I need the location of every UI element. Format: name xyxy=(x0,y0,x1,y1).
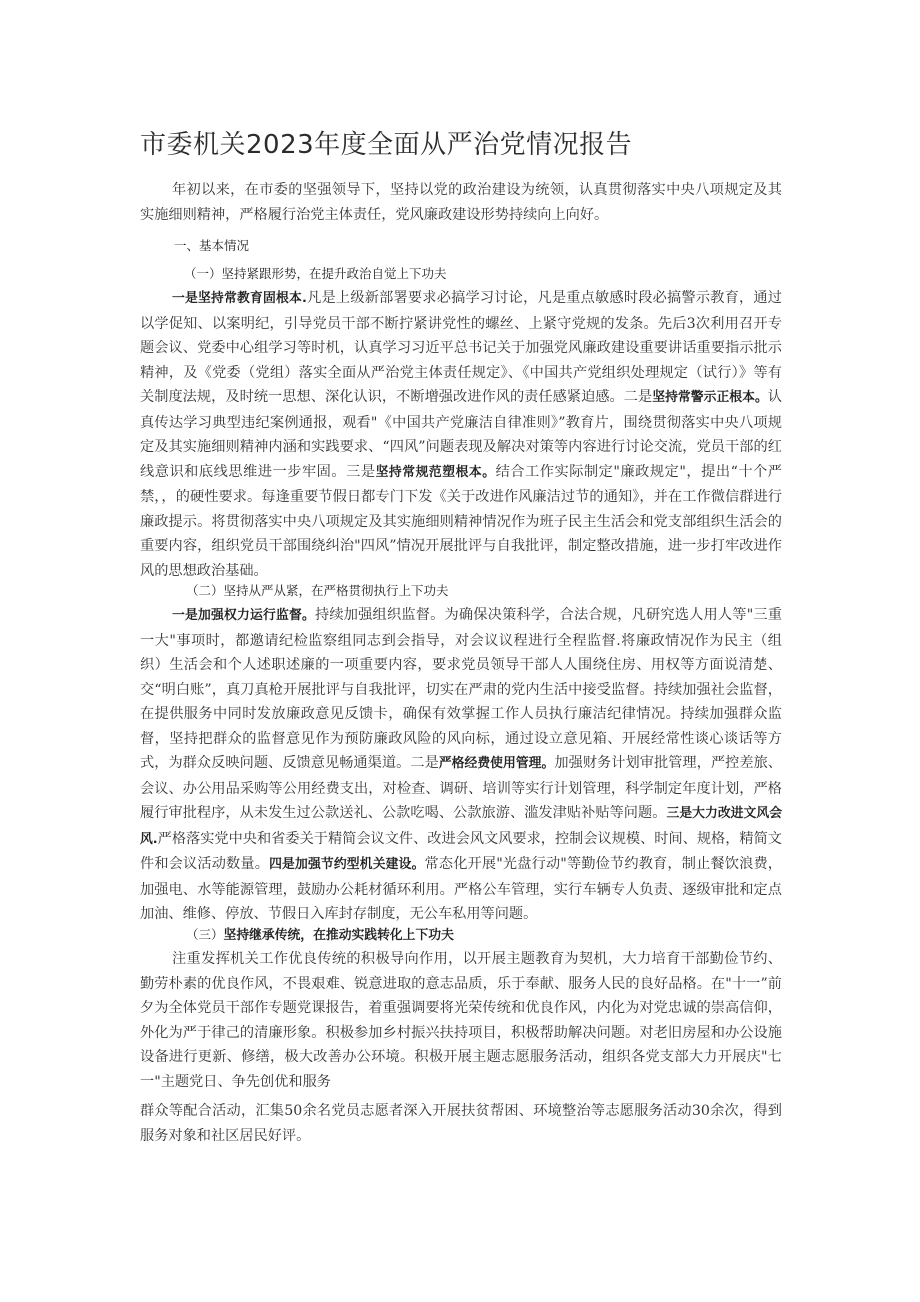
paragraph-text: 严格落实党中央和省委关于精简会议文件、改进会风文风要求，控制会议规模、时间、规格，精简文件和会议活动数量。 xyxy=(140,830,782,872)
document-title: 市委机关2023年度全面从严治党情况报告 xyxy=(140,130,633,160)
subsection-1-paragraph xyxy=(140,286,782,583)
intro-paragraph: 年初以来，在市委的坚强领导下，坚持以党的政治建设为统领，认真贯彻落实中央八项规定及其实施细则精神，严格履行治党主体责任，党风廉政建设形势持续向上向好。 xyxy=(140,182,782,223)
paragraph-text: 常态化开展"光盘行动"等勤俭节约教育，制止餐饮浪费，加强电、水等能源管理，鼓励办公耗材循环利用。严格公车管理，实行车辆专人负责、逐级审批和定点加油、维修、停放、节假日入库封存制度，无公车私用等问题。 xyxy=(140,856,782,922)
bold-lead-3: 三是大力改进文风会风. xyxy=(140,806,782,847)
subsection-3-paragraph: 注重发挥机关工作优良传统的积极导向作用，以开展主题教育为契机，大力培育干部勤俭节约、勤劳朴素的优良作风，不畏艰难、锐意进取的意志品质，乐于奉献、服务人民的良好品格。在"十一”前夕为全体党员干部作专题党课报告，着重强调要将光荣传统和优良作风，内化为对党忠诚的崇高信仰，外化为严于律己的清廉形象。积极参加乡村振兴扶持项目，积极帮助解决问题。对老旧房屋和办公设施设备进行更新、修缮，极大改善办公环境。积极开展主题志愿服务活动，组织各党支部大力开展庆"七一"主题党日、争先创优和服务 xyxy=(140,951,782,1090)
paragraph-text: 结合工作实际制定"廉政规定"，提出“十个严禁，，的硬性要求。每逢重要节假日都专门下发《关于改进作风廉洁过节的通知》，并在工作微信群进行廉政提示。将贯彻落实中央八项规定及其实施细则精神情况作为班子民主生活会和党支部组织生活会的重要内容，组织党员干部围绕纠治"四风”情况开展批评与自我批评，制定整改措施，进一步打牢改进作风的思想政治基础。 xyxy=(140,463,782,579)
subsection-3-continuation: 群众等配合活动，汇集50余名党员志愿者深入开展扶贫帮困、环境整治等志愿服务活动30余次，得到服务对象和社区居民好评。 xyxy=(140,1103,782,1144)
paragraph-text: 加强财务计划审批管理，严控差旅、会议、办公用品采购等公用经费支出，对检查、调研、培训等实行计划管理，科学制定年度计划，严格履行审批程序，从未发生过公款送礼、公款吃喝、公款旅游、滥发津贴补贴等问题。 xyxy=(140,755,782,821)
bold-lead-4: 四是加强节约型机关建设。 xyxy=(269,857,425,872)
section-heading-1: 一、基本情况 xyxy=(174,238,250,253)
bold-lead-2: 坚持常警示正根本。 xyxy=(652,390,768,405)
bold-lead-1: 一是加强权力运行监督。 xyxy=(172,608,315,623)
bold-lead-1: 一是坚持常教育固根本. xyxy=(172,291,307,306)
bold-lead-3: 坚持常规范塑根本。 xyxy=(375,464,496,480)
subsection-heading-2: （二）坚持从严从紧，在严格贯彻执行上下功夫 xyxy=(186,583,449,598)
subsection-2-paragraph xyxy=(140,603,782,927)
subsection-heading-3 xyxy=(186,926,454,945)
heading-bold: 坚持继承传统，在推动实践转化上下功夫 xyxy=(223,928,454,943)
paragraph-text: 持续加强组织监督。为确保决策科学，合法合规，凡研究选人用人等"三重一大"事项时，都邀请纪检监察组同志到会指导，对会议议程进行全程监督.将廉政情况作为民主（组织）生活会和个人述职述廉的一项重要内容，要求党员领导干部人人围绕住房、用权等方面说清楚、交“明白账”，真刀真枪开展批评与自我批评，切实在严肃的党内生活中接受监督。持续加强社会监督，在提供服务中同时发放廉政意见反馈卡，确保有效掌握工作人员执行廉洁纪律情况。持续加强群众监督，坚持把群众的监督意见作为预防廉政风险的风向标，通过设立意见箱、开展经常性谈心谈话等方式，为群众反映问题、反馈意见畅通渠道。二是 xyxy=(140,607,783,771)
subsection-heading-1: （一）坚持紧跟形势，在提升政治自觉上下功夫 xyxy=(184,266,447,281)
paragraph-text: 认真传达学习典型违纪案例通报，观看"《中国共产党廉洁自律准则》”教育片，围绕贯彻落实中央八项规定及其实施细则精神内涵和实践要求、“四风”问题表现及解决对策等内容进行讨论交流，党员干部的红线意识和底线思维进一步牢固。三是 xyxy=(140,389,782,480)
bold-lead-2: 严格经费使用管理。 xyxy=(438,756,555,771)
heading-prefix: （三） xyxy=(186,927,224,942)
paragraph-text: 凡是上级新部署要求必搞学习讨论，凡是重点敏感时段必搞警示教育，通过以学促知、以案明纪，引导党员干部不断拧紧讲党性的螺丝、上紧守党规的发条。先后3次利用召开专题会议、党委中心组学习等时机，认真学习习近平总书记关于加强党风廉政建设重要讲话重要指示批示精神，及《党委（党组）落实全面从严治党主体责任规定》、《中国共产党组织处理规定（试行）》等有关制度法规，及时统一思想、深化认识，不断增强改进作风的责任感紧迫感。二是 xyxy=(140,290,782,405)
